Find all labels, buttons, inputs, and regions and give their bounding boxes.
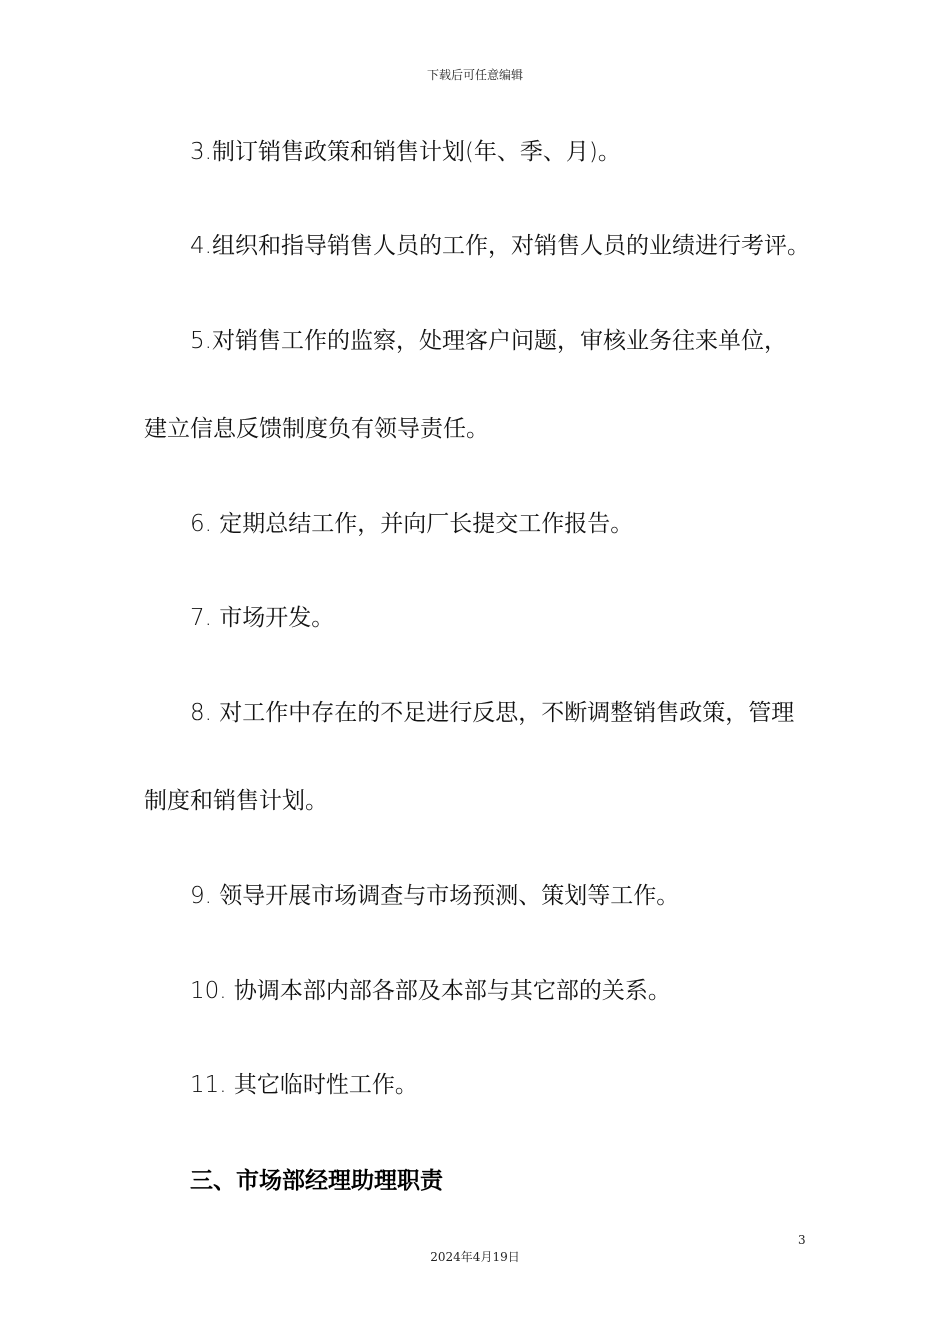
list-item-8: 8. 对工作中存在的不足进行反思，不断调整销售政策，管理 [190,700,795,726]
list-item-11: 11. 其它临时性工作。 [190,1072,418,1098]
list-item-3: 3.制订销售政策和销售计划(年、季、月)。 [190,139,621,165]
list-item-6: 6. 定期总结工作，并向厂长提交工作报告。 [190,511,634,537]
footer-date: 2024年4月19日 [430,1250,520,1264]
list-item-5-continuation: 建立信息反馈制度负有领导责任。 [144,416,489,442]
page-number: 3 [798,1233,806,1247]
list-item-10: 10. 协调本部内部各部及本部与其它部的关系。 [190,978,671,1004]
list-item-5: 5.对销售工作的监察，处理客户问题，审核业务往来单位， [190,328,787,354]
list-item-7: 7. 市场开发。 [190,605,335,631]
list-item-8-continuation: 制度和销售计划。 [144,788,328,814]
list-item-9: 9. 领导开展市场调查与市场预测、策划等工作。 [190,883,680,909]
header-note: 下载后可任意编辑 [426,68,523,82]
section-heading: 三、市场部经理助理职责 [190,1168,443,1194]
list-item-4: 4.组织和指导销售人员的工作，对销售人员的业绩进行考评。 [190,233,810,259]
